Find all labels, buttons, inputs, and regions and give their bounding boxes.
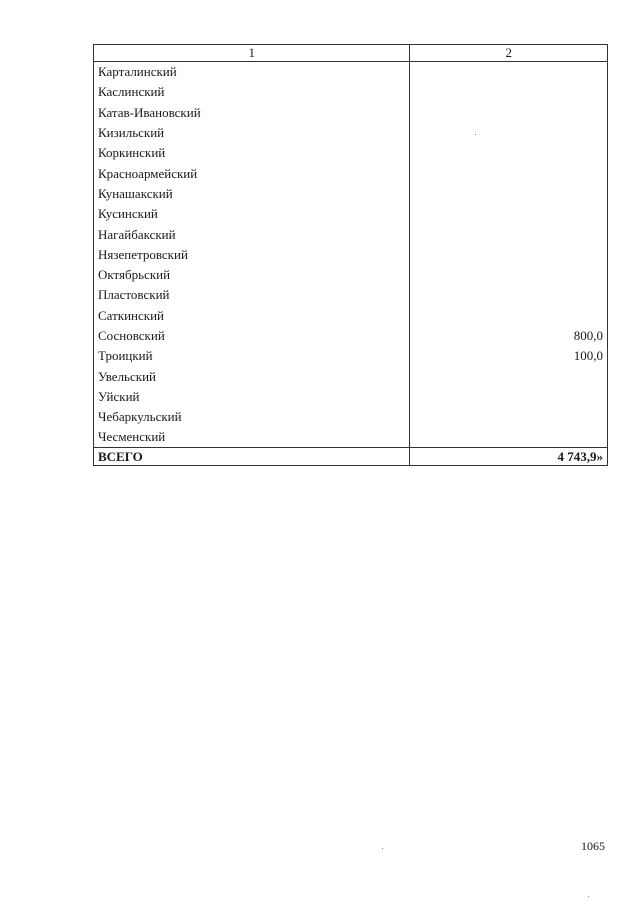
- scan-speck: [588, 896, 589, 897]
- district-name: Уйский: [94, 387, 410, 407]
- district-value: [410, 265, 608, 285]
- district-value: [410, 204, 608, 224]
- table-row: [94, 285, 608, 305]
- table-row: [94, 427, 608, 448]
- district-value: [410, 184, 608, 204]
- district-name: Чебаркульский: [94, 407, 410, 427]
- table-row: [94, 366, 608, 386]
- district-value: [410, 427, 608, 448]
- district-name: Сосновский: [94, 326, 410, 346]
- district-name: Троицкий: [94, 346, 410, 366]
- district-name: Катав-Ивановский: [94, 103, 410, 123]
- district-value: [410, 82, 608, 102]
- district-value: [410, 387, 608, 407]
- district-value: [410, 224, 608, 244]
- table-row: [94, 184, 608, 204]
- district-name: Карталинский: [94, 62, 410, 83]
- scan-speck: [382, 848, 383, 849]
- table-row: [94, 387, 608, 407]
- district-value: [410, 163, 608, 183]
- table-row: [94, 204, 608, 224]
- district-value: [410, 285, 608, 305]
- table-row: [94, 224, 608, 244]
- district-value: [410, 407, 608, 427]
- district-name: Каслинский: [94, 82, 410, 102]
- district-name: Чесменский: [94, 427, 410, 448]
- total-row: [94, 448, 608, 466]
- district-name: Октябрьский: [94, 265, 410, 285]
- table-row: [94, 306, 608, 326]
- district-name: Кунашакский: [94, 184, 410, 204]
- column-header-2: 2: [410, 45, 608, 62]
- district-name: Нязепетровский: [94, 245, 410, 265]
- table-row: [94, 163, 608, 183]
- total-value: 4 743,9»: [410, 448, 608, 466]
- table-row: [94, 326, 608, 346]
- district-name: Саткинский: [94, 306, 410, 326]
- table-row: [94, 346, 608, 366]
- table-row: [94, 407, 608, 427]
- allocation-table: [93, 44, 608, 466]
- district-name: Кусинский: [94, 204, 410, 224]
- table-row: [94, 62, 608, 83]
- district-value: 100,0: [410, 346, 608, 366]
- table-row: [94, 265, 608, 285]
- table-row: [94, 82, 608, 102]
- table-row: [94, 245, 608, 265]
- district-name: Красноармейский: [94, 163, 410, 183]
- column-header-1: 1: [94, 45, 410, 62]
- scan-speck: [475, 134, 476, 135]
- district-value: [410, 245, 608, 265]
- district-name: Нагайбакский: [94, 224, 410, 244]
- district-name: Пластовский: [94, 285, 410, 305]
- table-row: [94, 143, 608, 163]
- district-value: [410, 306, 608, 326]
- table-header-row: [94, 45, 608, 62]
- district-value: [410, 123, 608, 143]
- table-row: [94, 103, 608, 123]
- district-name: Увельский: [94, 366, 410, 386]
- district-value: [410, 143, 608, 163]
- district-name: Кизильский: [94, 123, 410, 143]
- page-number: 1065: [581, 839, 605, 853]
- district-value: 800,0: [410, 326, 608, 346]
- district-value: [410, 62, 608, 83]
- table-row: [94, 123, 608, 143]
- district-name: Коркинский: [94, 143, 410, 163]
- district-value: [410, 366, 608, 386]
- district-value: [410, 103, 608, 123]
- total-label: ВСЕГО: [94, 448, 410, 466]
